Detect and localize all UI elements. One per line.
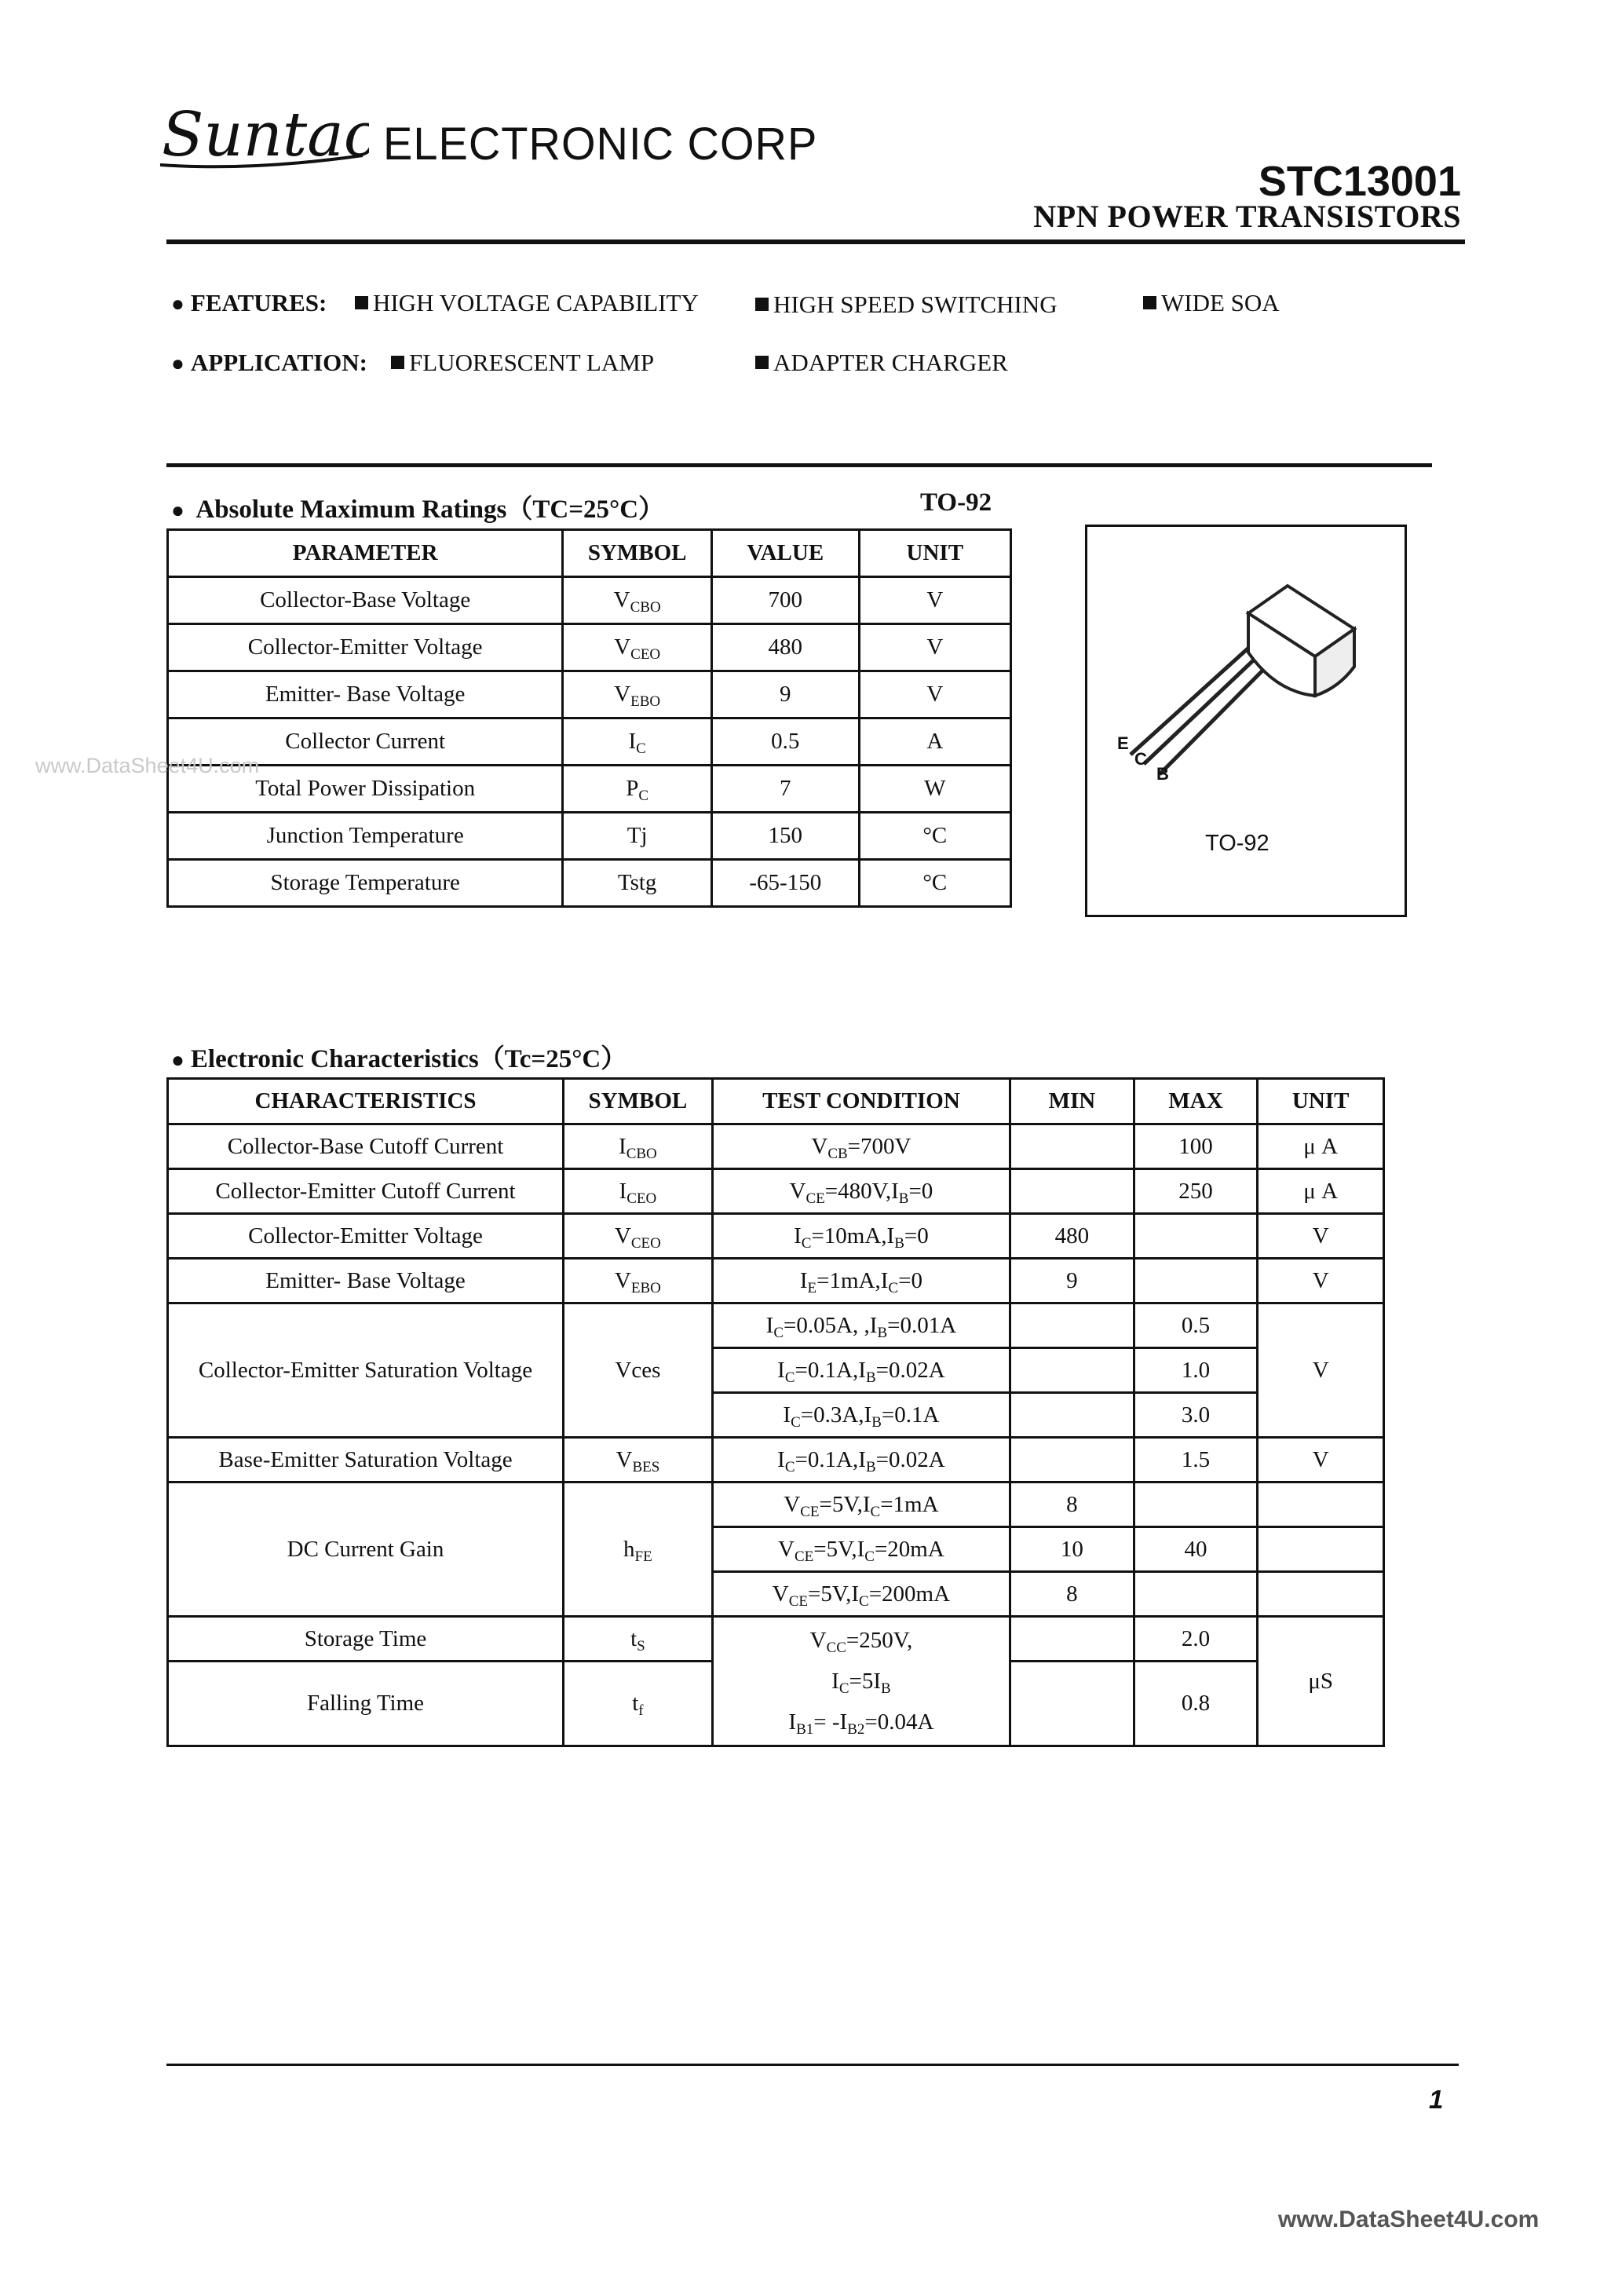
symbol-subscript: CBO	[626, 1145, 657, 1162]
parameter-cell: Storage Temperature	[168, 860, 563, 907]
symbol-cell	[563, 718, 712, 766]
characteristic-cell: Emitter- Base Voltage	[168, 1259, 564, 1303]
max-cell	[1134, 1572, 1258, 1617]
square-bullet-icon	[1143, 296, 1156, 309]
symbol-text: I	[619, 1178, 627, 1204]
value-cell: 700	[712, 577, 860, 624]
package-figure	[1085, 525, 1407, 917]
test-condition-cell: $I_C=0.3A,I_B=0.1A$	[712, 1393, 1010, 1438]
max-cell	[1134, 1214, 1258, 1259]
unit-cell: V	[859, 577, 1010, 624]
lead-c	[1144, 651, 1263, 764]
pin-label-e: E	[1117, 733, 1129, 753]
symbol-cell	[564, 1438, 713, 1483]
table-row	[168, 1214, 1384, 1259]
bullet-icon: ●	[171, 292, 184, 316]
min-cell: 9	[1010, 1259, 1134, 1303]
application-text: ADAPTER CHARGER	[773, 349, 1008, 376]
bullet-icon: ●	[171, 352, 184, 376]
symbol-subscript: C	[636, 740, 646, 757]
max-cell: 250	[1134, 1169, 1258, 1214]
characteristic-cell: Collector-Emitter Saturation Voltage	[168, 1303, 564, 1438]
unit-cell: V	[1258, 1438, 1384, 1483]
test-condition-cell: $I_C=0.05A$, $,I_B=0.01A$	[712, 1303, 1010, 1348]
value-cell: 0.5	[712, 718, 860, 766]
min-cell: 10	[1010, 1527, 1134, 1572]
header-divider	[166, 239, 1465, 244]
min-cell	[1010, 1348, 1134, 1393]
symbol-subscript: EBO	[630, 1279, 661, 1296]
table-row	[168, 718, 1011, 766]
watermark: www.DataSheet4U.com	[35, 754, 260, 777]
table-row	[168, 1617, 1384, 1662]
test-condition-cell: $I_C=0.1A,I_B=0.02A$	[712, 1348, 1010, 1393]
min-cell	[1010, 1124, 1134, 1169]
column-header: MAX	[1134, 1079, 1258, 1124]
features-label: FEATURES:	[190, 289, 327, 316]
table-header-row	[168, 530, 1011, 577]
table-row	[168, 671, 1011, 718]
table-row	[168, 1483, 1384, 1527]
column-header: UNIT	[859, 530, 1010, 577]
value-cell: 7	[712, 766, 860, 813]
column-header: TEST CONDITION	[712, 1079, 1010, 1124]
test-condition-cell: $I_C=10mA,I_B=0$	[712, 1214, 1010, 1259]
symbol-subscript: CEO	[630, 646, 661, 663]
column-header: CHARACTERISTICS	[168, 1079, 564, 1124]
pin-label-c: C	[1134, 749, 1147, 769]
min-cell: 480	[1010, 1214, 1134, 1259]
feature-item	[355, 289, 699, 317]
max-cell: 0.5	[1134, 1303, 1258, 1348]
parameter-cell: Collector Current	[168, 718, 563, 766]
unit-cell: V	[1258, 1259, 1384, 1303]
square-bullet-icon	[391, 356, 404, 369]
parameter-cell: Collector-Emitter Voltage	[168, 624, 563, 671]
symbol-text: P	[626, 776, 639, 801]
test-condition-cell: $V_{CE}=480V,I_B=0$	[712, 1169, 1010, 1214]
min-cell	[1010, 1393, 1134, 1438]
unit-cell: °C	[859, 860, 1010, 907]
column-header: SYMBOL	[564, 1079, 713, 1124]
table-row	[168, 813, 1011, 860]
symbol-cell	[563, 671, 712, 718]
symbol-cell	[563, 860, 712, 907]
table-row	[168, 860, 1011, 907]
symbol-subscript: EBO	[630, 693, 661, 710]
min-cell	[1010, 1169, 1134, 1214]
symbol-cell	[564, 1124, 713, 1169]
symbol-subscript: f	[638, 1702, 644, 1719]
parameter-cell: Collector-Base Voltage	[168, 577, 563, 624]
characteristic-cell: Base-Emitter Saturation Voltage	[168, 1438, 564, 1483]
symbol-cell	[563, 577, 712, 624]
symbol-cell	[564, 1662, 713, 1746]
unit-cell: °C	[859, 813, 1010, 860]
unit-cell: μS	[1258, 1617, 1384, 1746]
application-item	[391, 349, 654, 377]
feature-text: HIGH VOLTAGE CAPABILITY	[373, 289, 699, 316]
symbol-text: V	[616, 1446, 633, 1472]
parameter-cell: Junction Temperature	[168, 813, 563, 860]
logo-script-graphic	[157, 101, 369, 175]
characteristic-cell: Storage Time	[168, 1617, 564, 1662]
max-cell: 1.0	[1134, 1348, 1258, 1393]
symbol-cell: Vces	[564, 1303, 713, 1438]
unit-cell: V	[859, 624, 1010, 671]
symbol-cell	[563, 813, 712, 860]
symbol-cell	[563, 624, 712, 671]
ratings-package: TO-92	[920, 488, 992, 517]
parameter-cell: Emitter- Base Voltage	[168, 671, 563, 718]
square-bullet-icon	[755, 356, 769, 369]
symbol-subscript: BES	[632, 1458, 660, 1475]
min-cell	[1010, 1438, 1134, 1483]
unit-cell	[1258, 1483, 1384, 1527]
bullet-icon: ●	[171, 499, 184, 523]
symbol-text: I	[628, 729, 637, 754]
ratings-title-text: Absolute Maximum Ratings（TC=25°C）	[195, 495, 665, 524]
unit-cell: μ A	[1258, 1124, 1384, 1169]
bullet-icon: ●	[171, 1048, 184, 1073]
column-header: VALUE	[712, 530, 860, 577]
feature-text: HIGH SPEED SWITCHING	[773, 291, 1058, 318]
symbol-cell	[563, 766, 712, 813]
to92-package-drawing	[1087, 527, 1405, 915]
symbol-subscript: CEO	[627, 1190, 657, 1207]
unit-cell	[1258, 1572, 1384, 1617]
characteristic-cell: Collector-Base Cutoff Current	[168, 1124, 564, 1169]
max-cell	[1134, 1259, 1258, 1303]
page-number: 1	[1429, 2085, 1444, 2114]
max-cell: 3.0	[1134, 1393, 1258, 1438]
feature-item	[755, 291, 1058, 319]
symbol-text: V	[614, 1223, 631, 1249]
symbol-text: I	[619, 1133, 627, 1159]
symbol-text: h	[623, 1536, 635, 1562]
symbol-subscript: C	[638, 788, 649, 804]
section-divider	[166, 463, 1432, 467]
package-caption: TO-92	[1205, 831, 1269, 856]
max-cell: 2.0	[1134, 1617, 1258, 1662]
test-condition-cell: $V_{CB}=700V$	[712, 1124, 1010, 1169]
min-cell	[1010, 1617, 1134, 1662]
symbol-text: V	[614, 682, 631, 707]
square-bullet-icon	[755, 298, 769, 311]
logo-script-text: Suntac	[162, 101, 369, 170]
footer-divider	[166, 2064, 1459, 2066]
parameter-cell: Total Power Dissipation	[168, 766, 563, 813]
unit-cell: A	[859, 718, 1010, 766]
value-cell: 9	[712, 671, 860, 718]
min-cell: 8	[1010, 1572, 1134, 1617]
unit-cell	[1258, 1527, 1384, 1572]
table-row	[168, 1303, 1384, 1348]
test-condition-cell: $I_E=1mA,I_C=0$	[712, 1259, 1010, 1303]
symbol-text: V	[613, 587, 630, 612]
symbol-subscript: FE	[634, 1548, 652, 1565]
characteristic-cell: Falling Time	[168, 1662, 564, 1746]
symbol-subscript: CEO	[630, 1234, 661, 1252]
table-row	[168, 766, 1011, 813]
application-item	[755, 349, 1008, 377]
application-text: FLUORESCENT LAMP	[409, 349, 655, 376]
symbol-cell	[564, 1617, 713, 1662]
column-header: SYMBOL	[563, 530, 712, 577]
symbol-subscript: S	[637, 1637, 645, 1654]
unit-cell: W	[859, 766, 1010, 813]
min-cell: 8	[1010, 1483, 1134, 1527]
table-row	[168, 624, 1011, 671]
symbol-cell	[564, 1483, 713, 1617]
test-condition-cell: $V_{CC}=250V$, $I_C=5I_B$ $I_{B1}= -I_{B2}=0.04A$	[712, 1617, 1010, 1746]
unit-cell: V	[1258, 1303, 1384, 1438]
column-header: MIN	[1010, 1079, 1134, 1124]
table-row	[168, 577, 1011, 624]
ratings-title	[171, 488, 664, 525]
feature-item	[1143, 289, 1280, 317]
part-description: NPN POWER TRANSISTORS	[1033, 199, 1461, 234]
test-condition-cell: $I_C=0.1A,I_B=0.02A$	[712, 1438, 1010, 1483]
symbol-cell	[564, 1259, 713, 1303]
characteristic-cell: DC Current Gain	[168, 1483, 564, 1617]
application-label: APPLICATION:	[190, 349, 367, 376]
characteristic-cell: Collector-Emitter Cutoff Current	[168, 1169, 564, 1214]
feature-text: WIDE SOA	[1161, 289, 1280, 316]
symbol-text: t	[632, 1691, 639, 1716]
part-number: STC13001	[1258, 158, 1461, 205]
max-cell: 1.5	[1134, 1438, 1258, 1483]
max-cell	[1134, 1483, 1258, 1527]
brand-name: ELECTRONIC CORP	[383, 117, 818, 170]
ratings-table	[166, 528, 1012, 908]
footer-website: www.DataSheet4U.com	[1278, 2206, 1540, 2232]
table-header-row	[168, 1079, 1384, 1124]
table-row	[168, 1169, 1384, 1214]
min-cell	[1010, 1303, 1134, 1348]
unit-cell: V	[859, 671, 1010, 718]
unit-cell: V	[1258, 1214, 1384, 1259]
unit-cell: μ A	[1258, 1169, 1384, 1214]
table-row	[168, 1259, 1384, 1303]
symbol-text: Tj	[627, 823, 648, 848]
table-row	[168, 1438, 1384, 1483]
test-condition-cell: $V_{CE}=5V,I_C=200mA$	[712, 1572, 1010, 1617]
application-bullet	[171, 349, 367, 377]
symbol-subscript: CBO	[630, 599, 661, 616]
max-cell: 100	[1134, 1124, 1258, 1169]
characteristic-cell: Collector-Emitter Voltage	[168, 1214, 564, 1259]
value-cell: 150	[712, 813, 860, 860]
max-cell: 0.8	[1134, 1662, 1258, 1746]
symbol-text: t	[630, 1625, 637, 1651]
symbol-cell	[564, 1214, 713, 1259]
table-row	[168, 1124, 1384, 1169]
pin-label-b: B	[1156, 764, 1169, 784]
column-header: UNIT	[1258, 1079, 1384, 1124]
value-cell: 480	[712, 624, 860, 671]
features-bullet	[171, 289, 327, 317]
symbol-text: V	[614, 634, 631, 660]
symbol-text: Tstg	[617, 870, 657, 895]
test-condition-cell: $V_{CE}=5V,I_C=1mA$	[712, 1483, 1010, 1527]
min-cell	[1010, 1662, 1134, 1746]
company-logo	[157, 101, 369, 179]
max-cell: 40	[1134, 1527, 1258, 1572]
value-cell: -65-150	[712, 860, 860, 907]
symbol-text: V	[614, 1267, 631, 1293]
column-header: PARAMETER	[168, 530, 563, 577]
electrical-table	[166, 1077, 1385, 1747]
electrical-title	[171, 1038, 627, 1075]
test-condition-cell: $V_{CE}=5V,I_C=20mA$	[712, 1527, 1010, 1572]
electrical-title-text: Electronic Characteristics（Tc=25°C）	[190, 1045, 627, 1073]
symbol-cell	[564, 1169, 713, 1214]
square-bullet-icon	[355, 296, 368, 309]
